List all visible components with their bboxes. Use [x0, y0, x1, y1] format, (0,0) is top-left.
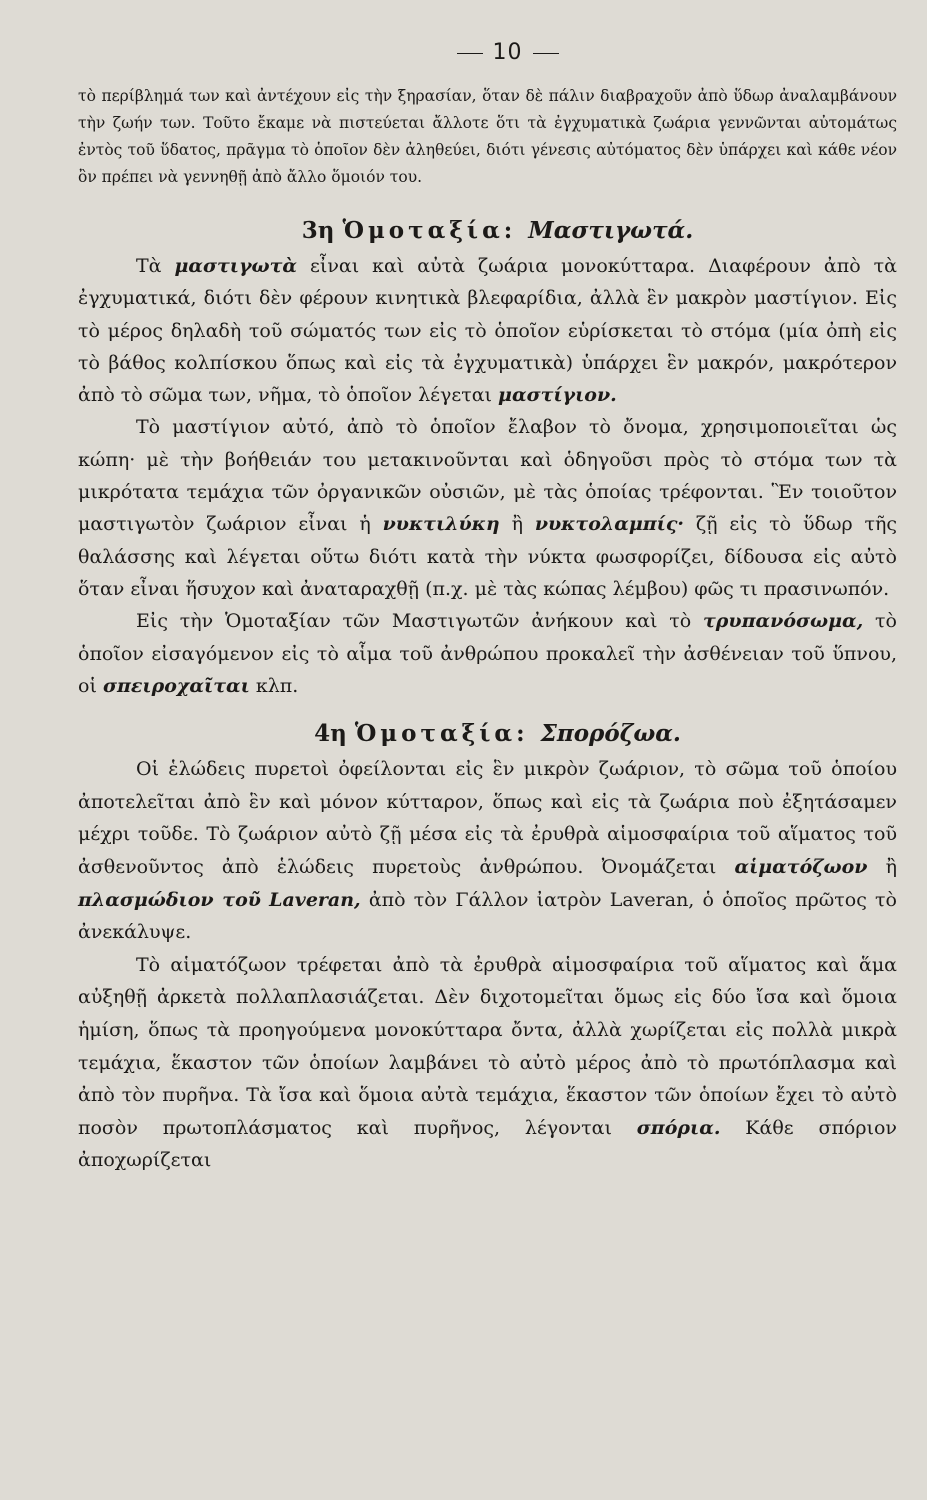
text-run: Κάθε σπόριον ἀποχωρίζεται [78, 1116, 897, 1172]
text-run: Τὸ αἱματόζωον τρέφεται ἀπὸ τὰ ἐρυθρὰ αἱμοσφαίρια τοῦ αἵματος καὶ ἅμα αὐξηθῇ ἀρκετὰ πολλαπλασιάζεται. Δὲν διχοτομεῖται ὅμως εἰς δύο ἴσα καὶ ὅμοια ἡμίση, ὅπως τὰ προηγούμενα μονοκύτταρα ὄντα, ἀλλὰ χωρίζεται εἰς πολλὰ μικρὰ τεμάχια, ἕκαστον τῶν ὁποίων λαμβάνει τὸ αὐτὸ μέρος ἀπὸ τὸ πρωτόπλασμα καὶ ἀπὸ τὸν πυρῆνα. Τὰ ἴσα καὶ ὅμοια αὐτὰ τεμάχια, ἕκαστον τῶν ὁποίων ἔχει τὸ αὐτὸ ποσὸν πρωτοπλάσματος καὶ πυρῆνος, λέγονται [78, 953, 897, 1139]
text-run: κλπ. [249, 674, 299, 697]
heading-number: 3η [301, 217, 335, 244]
text-run: ἢ [867, 855, 897, 878]
text-run: ἀπὸ τὸν Γάλλον ἰατρὸν Laveran, ὁ ὁποῖος πρῶτος τὸ ἀνεκάλυψε. [78, 888, 897, 944]
paragraph [78, 605, 897, 702]
term-mastigion: μαστίγιον. [498, 384, 617, 407]
text-run: τὸ ὁποῖον εἰσαγόμενον εἰς τὸ αἷμα τοῦ ἀνθρώπου προκαλεῖ τὴν ἀσθένειαν τοῦ ὕπνου, οἱ [78, 610, 897, 697]
paragraph [78, 949, 897, 1177]
page-number [78, 40, 897, 65]
text-run: ἢ [499, 513, 535, 536]
intro-paragraph: τὸ περίβλημά των καὶ ἀντέχουν εἰς τὴν ξηρασίαν, ὅταν δὲ πάλιν διαβραχοῦν ἀπὸ ὕδωρ ἀναλαμβάνουν τὴν ζωήν των. Τοῦτο ἔκαμε νὰ πιστεύεται ἄλλοτε ὅτι τὰ ἐγχυματικὰ ζωάρια γεννῶνται αὐτομάτως ἐντὸς τοῦ ὕδατος, πρᾶγμα τὸ ὁποῖον δὲν ἀληθεύει, διότι γένεσις αὐτόματος δὲν ὑπάρχει καὶ κάθε νέον ὂν πρέπει νὰ γεννηθῇ ἀπὸ ἄλλο ὅμοιόν του. [78, 87, 897, 186]
text-run: ζῇ εἰς τὸ ὕδωρ τῆς θαλάσσης καὶ λέγεται οὕτω διότι κατὰ τὴν νύκτα φωσφορίζει, δίδουσα εἰς αὐτὸ ὅταν εἶναι ἥσυχον καὶ ἀναταραχθῇ (π.χ. μὲ τὰς κώπας λέμβου) φῶς τι πρασινωπόν. [78, 513, 897, 600]
term-nyktilyki: νυκτιλύκη [382, 513, 500, 536]
term-nyktolampis: νυκτολαμπίς· [534, 513, 685, 536]
text-run: Οἱ ἑλώδεις πυρετοὶ ὀφείλονται εἰς ἓν μικρὸν ζωάριον, τὸ σῶμα τοῦ ὁποίου ἀποτελεῖται ἀπὸ ἓν καὶ μόνον κύτταρον, ὅπως καὶ εἰς τὰ ζωάρια ποὺ ἐξητάσαμεν μέχρι τοῦδε. Τὸ ζωάριον αὐτὸ ζῇ μέσα εἰς τὰ ἐρυθρὰ αἱμοσφαίρια τοῦ αἵματος τοῦ ἀσθενοῦντος ἀπὸ ἑλώδεις πυρετοὺς ἀνθρώπου. Ὀνομάζεται [78, 758, 897, 878]
text-run: Τὸ μαστίγιον αὐτό, ἀπὸ τὸ ὁποῖον ἔλαβον τὸ ὄνομα, χρησιμοποιεῖται ὡς κώπη· μὲ τὴν βοήθειάν του μετακινοῦνται καὶ ὁδηγοῦσι πρὸς τὸ στόμα των τὰ μικρότατα τεμάχια τῶν ὀργανικῶν οὐσιῶν, μὲ τὰς ὁποίας τρέφονται. Ἓν τοιοῦτον μαστιγωτὸν ζωάριον εἶναι ἡ [78, 416, 897, 536]
heading-label: Ὁμοταξία: [354, 720, 529, 748]
paragraph [78, 411, 897, 605]
term-plasmodium: πλασμώδιον τοῦ [78, 888, 261, 911]
text-run: εἶναι καὶ αὐτὰ ζωάρια μονοκύτταρα. Διαφέρουν ἀπὸ τὰ ἐγχυματικά, διότι δὲν φέρουν κινητικὰ βλεφαρίδια, ἀλλὰ ἓν μακρὸν μαστίγιον. Εἰς τὸ μέρος δηλαδὴ τοῦ σώματός των εἰς τὸ ὁποῖον εὑρίσκεται τὸ στόμα (μία ὀπὴ εἰς τὸ βάθος κολπίσκου ὅπως καὶ εἰς τὰ ἐγχυματικὰ) ὑπάρχει ἓν μακρόν, μακρότερον ἀπὸ τὸ σῶμα των, νῆμα, τὸ ὁποῖον λέγεται [78, 255, 897, 407]
term-sporia: σπόρια. [636, 1116, 721, 1139]
term-haematozoon: αἱματόζωον [734, 855, 868, 878]
text-run: Τὰ [136, 255, 175, 277]
heading-title: Μαστιγωτά. [528, 217, 694, 244]
section-heading [78, 720, 897, 747]
heading-title: Σπορόζωα. [540, 720, 681, 748]
term-spirochetes: σπειροχαῖται [102, 674, 250, 697]
section-sporozoa [78, 720, 897, 1177]
section-heading [78, 217, 897, 244]
section-mastigota [78, 217, 897, 702]
term-trypanosoma: τρυπανόσωμα, [703, 610, 864, 633]
paragraph [78, 250, 897, 411]
term-laveran: Laveran, [269, 888, 361, 911]
text-run: Εἰς τὴν Ὁμοταξίαν τῶν Μαστιγωτῶν ἀνήκουν καὶ τὸ [136, 610, 704, 633]
dash-right [533, 53, 559, 54]
heading-label: Ὁμοταξία: [342, 217, 517, 244]
text-run [261, 889, 269, 911]
term-mastigota: μαστιγωτὰ [174, 255, 298, 277]
page-number-value: 10 [492, 40, 523, 65]
paragraph [78, 753, 897, 949]
dash-left [457, 53, 483, 54]
heading-number: 4η [314, 720, 347, 748]
